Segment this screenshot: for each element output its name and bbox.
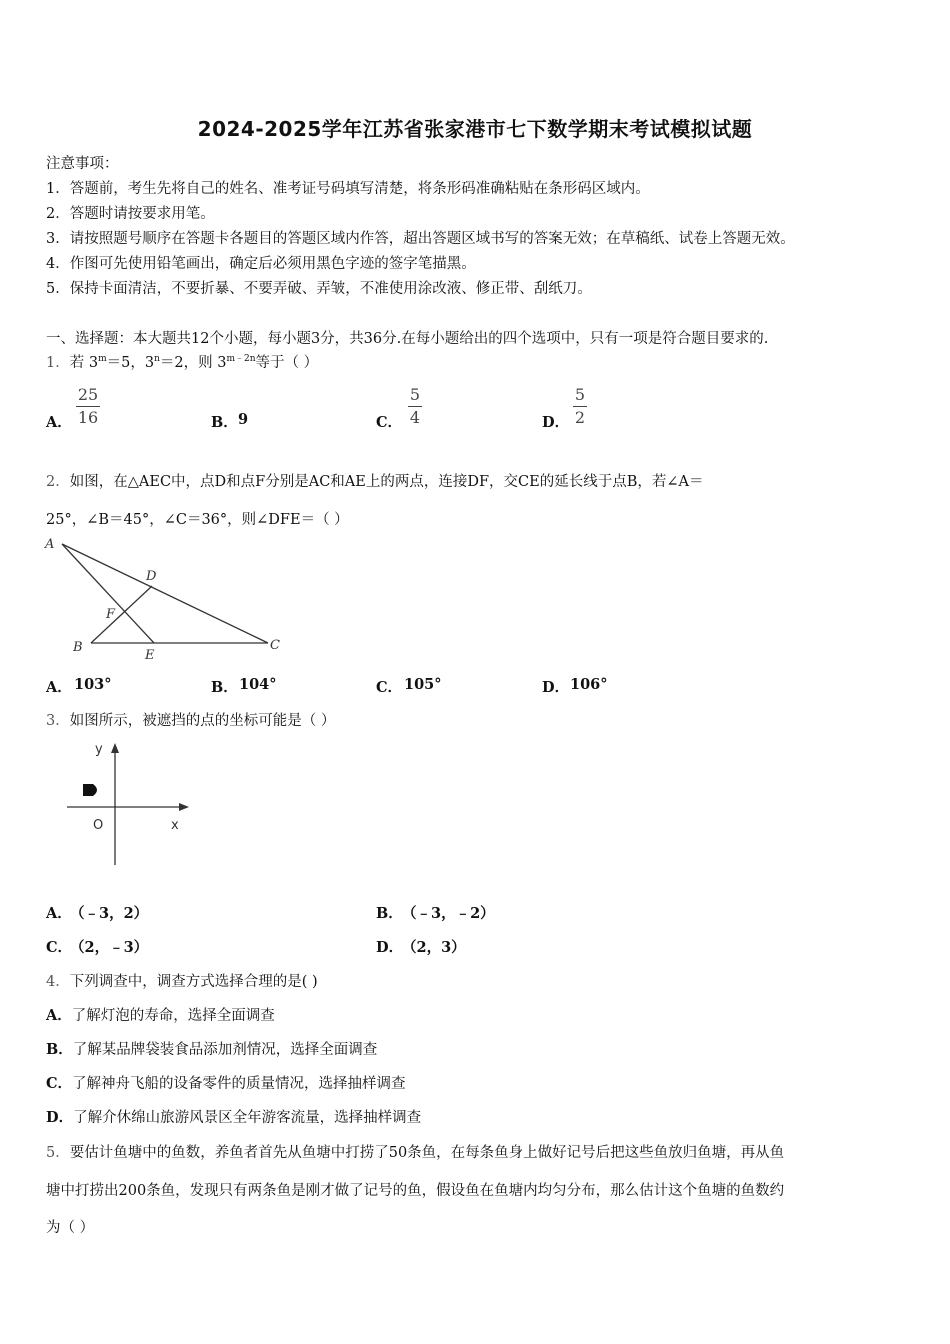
label-d: D: [146, 569, 157, 584]
option-row: [46, 1038, 377, 1059]
q1-option-c-fraction: [405, 384, 425, 429]
option-label: D．: [376, 939, 404, 956]
q2-stem-line2: 25°，∠B＝45°，∠C＝36°，则∠DFE＝（ ）: [46, 512, 349, 528]
section-heading: 一、选择题：本大题共12个小题，每小题3分，共36分.在每小题给出的四个选项中，只有一项是符合题目要求的.: [46, 331, 769, 347]
numerator: 25: [77, 385, 99, 404]
option-text: 103°: [74, 676, 112, 693]
denominator: 4: [409, 408, 421, 427]
question-number: 1．: [46, 355, 70, 371]
label-e: E: [145, 648, 155, 663]
question-number: 2．: [46, 474, 70, 490]
question-1: [46, 351, 318, 372]
q3-stem: 如图所示，被遮挡的点的坐标可能是（ ）: [69, 713, 336, 729]
segment-bd: [91, 586, 152, 643]
origin-label: O: [93, 818, 104, 833]
q2-stem-line1: 如图，在△AEC中，点D和点F分别是AC和AE上的两点，连接DF，交CE的延长线于点B，若∠A＝: [69, 474, 704, 490]
option-text: 了解灯泡的寿命，选择全面调查: [71, 1008, 275, 1024]
option-row: [46, 1072, 406, 1093]
option-text: （2，﹣3）: [70, 939, 149, 956]
question-number: 3．: [46, 713, 70, 729]
option-text: 了解神舟飞船的设备零件的质量情况，选择抽样调查: [72, 1076, 406, 1092]
label-f: F: [106, 607, 116, 622]
x-axis-label: x: [171, 818, 179, 833]
label-b: B: [73, 640, 83, 655]
option-label: C．: [376, 414, 403, 431]
q1-option-d-fraction: [570, 384, 590, 429]
option-label: D．: [46, 1109, 74, 1126]
option-label: D．: [542, 414, 570, 431]
denominator: 2: [574, 408, 586, 427]
option-text: 9: [238, 411, 249, 428]
option-text: 104°: [239, 676, 277, 693]
notice-item: 5．保持卡面清洁，不要折暴、不要弄破、弄皱，不准使用涂改液、修正带、刮纸刀。: [46, 281, 592, 297]
notice-heading: 注意事项：: [46, 156, 119, 172]
option-row: [46, 1004, 275, 1025]
option-label: C．: [46, 1075, 73, 1092]
option-label: B．: [211, 414, 238, 431]
segment-ae: [62, 544, 154, 643]
coordinate-figure: [55, 735, 200, 875]
option-label: A．: [46, 905, 72, 922]
option-label: B．: [211, 679, 238, 696]
option-text: 了解某品牌袋装食品添加剂情况，选择全面调查: [72, 1042, 378, 1058]
q1-stem-post: 等于（ ）: [255, 355, 319, 371]
option-text: （﹣3，﹣2）: [402, 905, 495, 922]
numerator: 5: [574, 385, 586, 404]
option-label: C．: [376, 679, 403, 696]
y-axis-label: y: [95, 742, 103, 757]
label-c: C: [270, 638, 280, 653]
question-5: [46, 1141, 784, 1162]
q5-stem-line2: 塘中打捞出200条鱼，发现只有两条鱼是刚才做了记号的鱼，假设鱼在鱼塘内均匀分布，那么估计这个鱼塘的鱼数约: [46, 1183, 785, 1199]
label-a: A: [45, 537, 55, 552]
option-label: C．: [46, 939, 73, 956]
y-arrow-icon: [111, 743, 119, 753]
notice-item: 2．答题时请按要求用笔。: [46, 206, 215, 222]
q5-stem-line3: 为（ ）: [46, 1220, 95, 1236]
question-2: [46, 470, 703, 491]
option-label: A．: [46, 414, 72, 431]
triangle-figure: [40, 532, 290, 664]
option-label: D．: [542, 679, 570, 696]
notice-item: 1．答题前，考生先将自己的姓名、准考证号码填写清楚，将条形码准确粘贴在条形码区域内。: [46, 181, 650, 197]
denominator: 16: [77, 408, 99, 427]
segment-ac: [62, 544, 268, 643]
option-label: A．: [46, 1007, 72, 1024]
q1-option-a-fraction: [74, 384, 102, 429]
option-label: B．: [376, 905, 403, 922]
q5-stem-line1: 要估计鱼塘中的鱼数，养鱼者首先从鱼塘中打捞了50条鱼，在每条鱼身上做好记号后把这些鱼放归鱼塘，再从鱼: [69, 1145, 785, 1161]
q1-stem-pre: 若 3: [69, 355, 99, 371]
option-label: A．: [46, 679, 72, 696]
numerator: 5: [409, 385, 421, 404]
option-text: 106°: [570, 676, 608, 693]
option-text: 了解介休绵山旅游风景区全年游客流量，选择抽样调查: [73, 1110, 422, 1126]
occluder-blob-icon: [83, 784, 97, 796]
option-label: B．: [46, 1041, 73, 1058]
option-text: （2，3）: [402, 939, 466, 956]
q4-stem: 下列调查中，调查方式选择合理的是( ): [69, 974, 318, 990]
q1-stem-mid2: ＝2，则 3: [159, 355, 227, 371]
option-text: （﹣3，2）: [70, 905, 149, 922]
q1-sup-n: n: [154, 354, 160, 365]
question-3: [46, 709, 335, 730]
q1-stem-mid1: ＝5，3: [106, 355, 155, 371]
question-number: 4．: [46, 974, 70, 990]
x-arrow-icon: [179, 803, 189, 811]
question-number: 5．: [46, 1145, 70, 1161]
notice-item: 4．作图可先使用铅笔画出，确定后必须用黑色字迹的签字笔描黑。: [46, 256, 476, 272]
q1-sup-m: m: [98, 354, 107, 365]
page-title: 2024-2025学年江苏省张家港市七下数学期末考试模拟试题: [197, 117, 753, 141]
option-row: [46, 1106, 421, 1127]
q1-sup-exp: m﹣2n: [226, 354, 256, 365]
option-text: 105°: [404, 676, 442, 693]
question-4: [46, 970, 318, 991]
notice-item: 3．请按照题号顺序在答题卡各题目的答题区域内作答，超出答题区域书写的答案无效；在草稿纸、试卷上答题无效。: [46, 231, 795, 247]
